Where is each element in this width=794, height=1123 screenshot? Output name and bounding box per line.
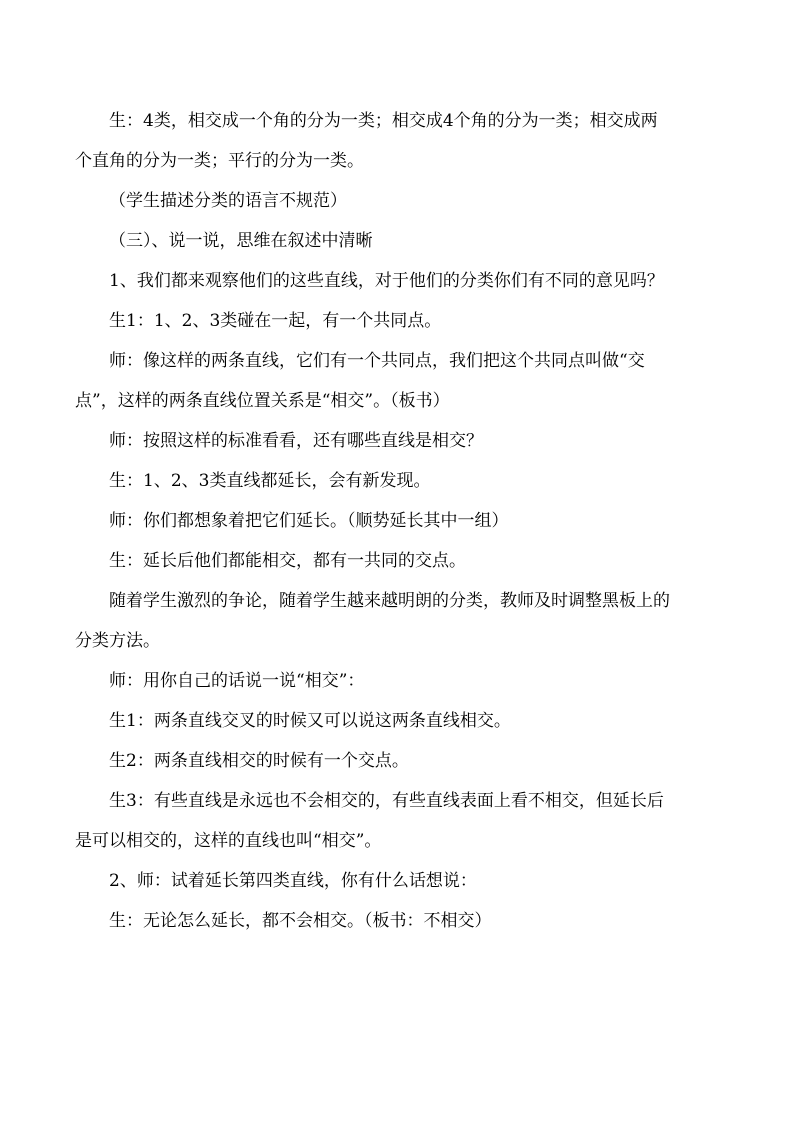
- paragraph-student-extend: [75, 461, 725, 501]
- paragraph-question-1: [75, 261, 725, 301]
- paragraph-teacher-standard: [75, 421, 725, 461]
- paragraph-student-no-intersect: [75, 901, 725, 941]
- paragraph-student-1: [75, 301, 725, 341]
- text-line: 师：按照这样的标准看看，还有哪些直线是相交？: [109, 431, 483, 451]
- text-line: 点”，这样的两条直线位置关系是“相交”。（板书）: [75, 391, 450, 411]
- text-line: 生2：两条直线相交的时候有一个交点。: [109, 751, 409, 771]
- text-line: 生1：1、2、3类碰在一起，有一个共同点。: [109, 311, 442, 331]
- paragraph-note: [75, 181, 725, 221]
- text-line: 生：无论怎么延长，都不会相交。（板书：不相交）: [109, 911, 492, 931]
- text-line: （学生描述分类的语言不规范）: [109, 191, 347, 211]
- text-line: 生1：两条直线交叉的时候又可以说这两条直线相交。: [109, 711, 511, 731]
- paragraph-teacher-intersection-point: [75, 341, 725, 421]
- paragraph-student-after-extend: [75, 541, 725, 581]
- paragraph-teacher-own-words: [75, 661, 725, 701]
- text-line: （三）、说一说，思维在叙述中清晰: [109, 231, 373, 251]
- text-line: 生：延长后他们都能相交，都有一共同的交点。: [109, 551, 466, 571]
- text-line: 随着学生激烈的争论，随着学生越来越明朗的分类，教师及时调整黑板上的: [109, 591, 670, 611]
- text-line: 1、我们都来观察他们的这些直线，对于他们的分类你们有不同的意见吗？: [109, 271, 664, 291]
- text-line: 分类方法。: [75, 631, 160, 651]
- paragraph-student-1-answer: [75, 701, 725, 741]
- text-line: 个直角的分为一类；平行的分为一类。: [75, 151, 364, 171]
- text-line: 师：像这样的两条直线，它们有一个共同点，我们把这个共同点叫做“交: [109, 351, 645, 371]
- section-heading: [75, 221, 725, 261]
- paragraph-student-four-categories: [75, 101, 725, 181]
- paragraph-question-2: [75, 861, 725, 901]
- paragraph-narration: [75, 581, 725, 661]
- text-line: 是可以相交的，这样的直线也叫“相交”。: [75, 831, 382, 851]
- text-line: 师：用你自己的话说一说“相交”：: [109, 671, 365, 691]
- text-line: 生：1、2、3类直线都延长，会有新发现。: [109, 471, 431, 491]
- paragraph-student-2-answer: [75, 741, 725, 781]
- paragraph-student-3-answer: [75, 781, 725, 861]
- text-line: 生：4类，相交成一个角的分为一类；相交成4个角的分为一类；相交成两: [109, 111, 658, 131]
- document-body: [75, 101, 725, 941]
- text-line: 师：你们都想象着把它们延长。（顺势延长其中一组）: [109, 511, 509, 531]
- text-line: 2、师：试着延长第四类直线，你有什么话想说：: [109, 871, 477, 891]
- text-line: 生3：有些直线是永远也不会相交的，有些直线表面上看不相交，但延长后: [109, 791, 664, 811]
- paragraph-teacher-imagine: [75, 501, 725, 541]
